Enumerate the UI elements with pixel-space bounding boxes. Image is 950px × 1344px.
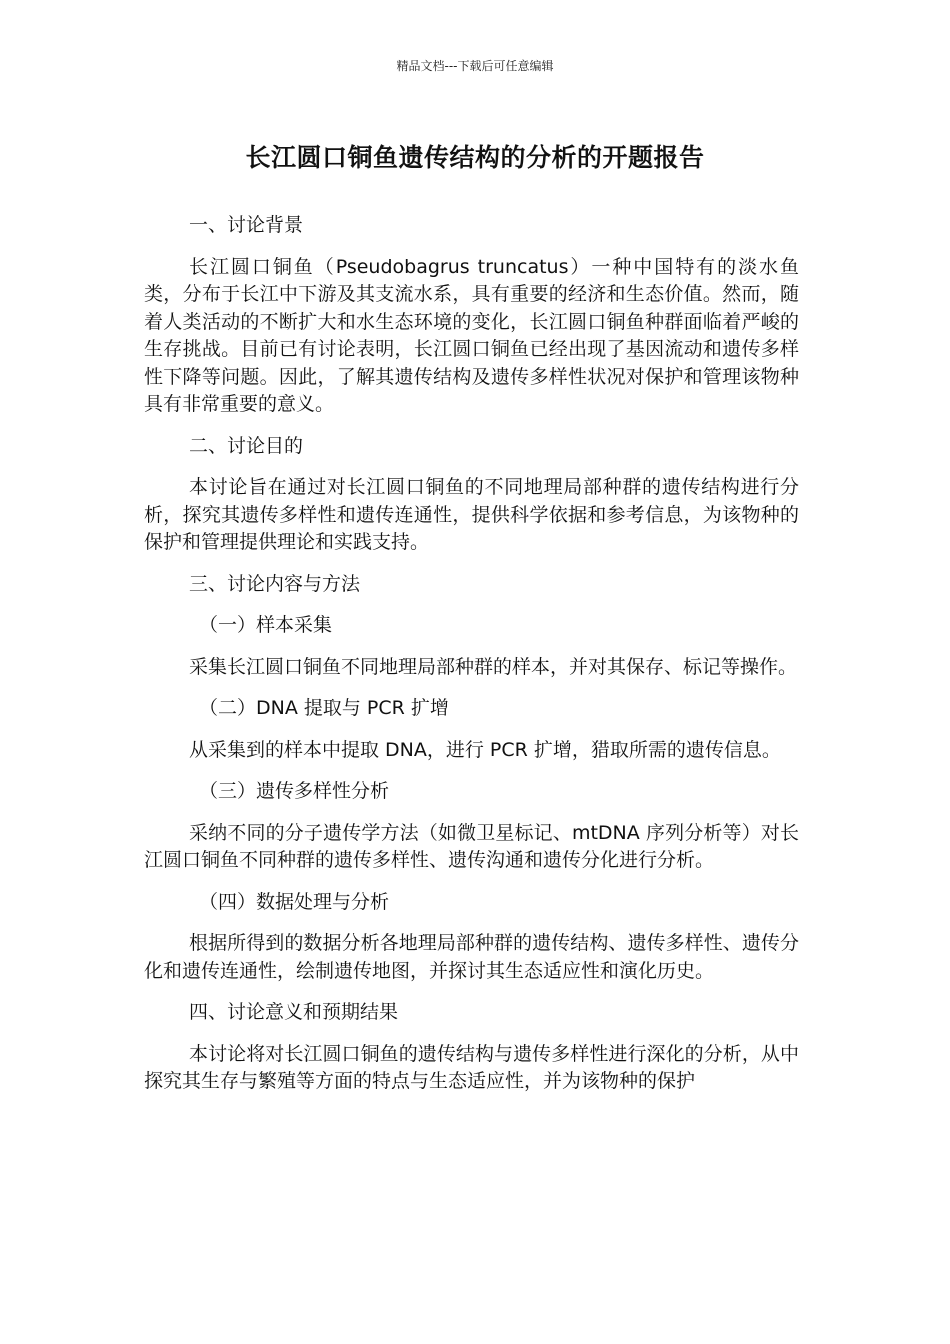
paragraph-background: 长江圆口铜鱼（Pseudobagrus truncatus）一种中国特有的淡水鱼类，分布于长江中下游及其支流水系，具有重要的经济和生态价值。然而，随着人类活动的不断扩大和水生态环境的变化，长江圆口铜鱼种群面临着严峻的生存挑战。目前已有讨论表明，长江圆口铜鱼已经出现了基因流动和遗传多样性下降等问题。因此，了解其遗传结构及遗传多样性状况对保护和管理该物种具有非常重要的意义。	[144, 255, 799, 415]
section-heading-methods: 三、讨论内容与方法	[189, 572, 361, 595]
paragraph-significance: 本讨论将对长江圆口铜鱼的遗传结构与遗传多样性进行深化的分析，从中探究其生存与繁殖等方面的特点与生态适应性，并为该物种的保护	[144, 1042, 799, 1092]
subheading-diversity: （三）遗传多样性分析	[199, 780, 390, 802]
subheading-sampling: （一）样本采集	[199, 614, 333, 636]
paragraph-sampling: 采集长江圆口铜鱼不同地理局部种群的样本，并对其保存、标记等操作。	[189, 655, 798, 678]
document-body	[144, 212, 799, 1110]
document-title: 长江圆口铜鱼遗传结构的分析的开题报告	[245, 143, 705, 172]
subheading-data-analysis: （四）数据处理与分析	[199, 890, 390, 913]
section-heading-purpose: 二、讨论目的	[189, 434, 304, 457]
page-header: 精品文档---下载后可任意编辑	[396, 59, 554, 73]
subheading-dna-pcr: （二）DNA 提取与 PCR 扩增	[199, 697, 449, 719]
section-heading-significance: 四、讨论意义和预期结果	[189, 1001, 399, 1023]
section-heading-background: 一、讨论背景	[189, 214, 304, 236]
paragraph-purpose: 本讨论旨在通过对长江圆口铜鱼的不同地理局部种群的遗传结构进行分析，探究其遗传多样性和遗传连通性，提供科学依据和参考信息，为该物种的保护和管理提供理论和实践支持。	[144, 476, 799, 553]
paragraph-dna-pcr: 从采集到的样本中提取 DNA，进行 PCR 扩增，猎取所需的遗传信息。	[189, 738, 781, 761]
paragraph-data-analysis: 根据所得到的数据分析各地理局部种群的遗传结构、遗传多样性、遗传分化和遗传连通性，绘制遗传地图，并探讨其生态适应性和演化历史。	[144, 932, 799, 982]
paragraph-diversity: 采纳不同的分子遗传学方法（如微卫星标记、mtDNA 序列分析等）对长江圆口铜鱼不同种群的遗传多样性、遗传沟通和遗传分化进行分析。	[144, 821, 799, 871]
